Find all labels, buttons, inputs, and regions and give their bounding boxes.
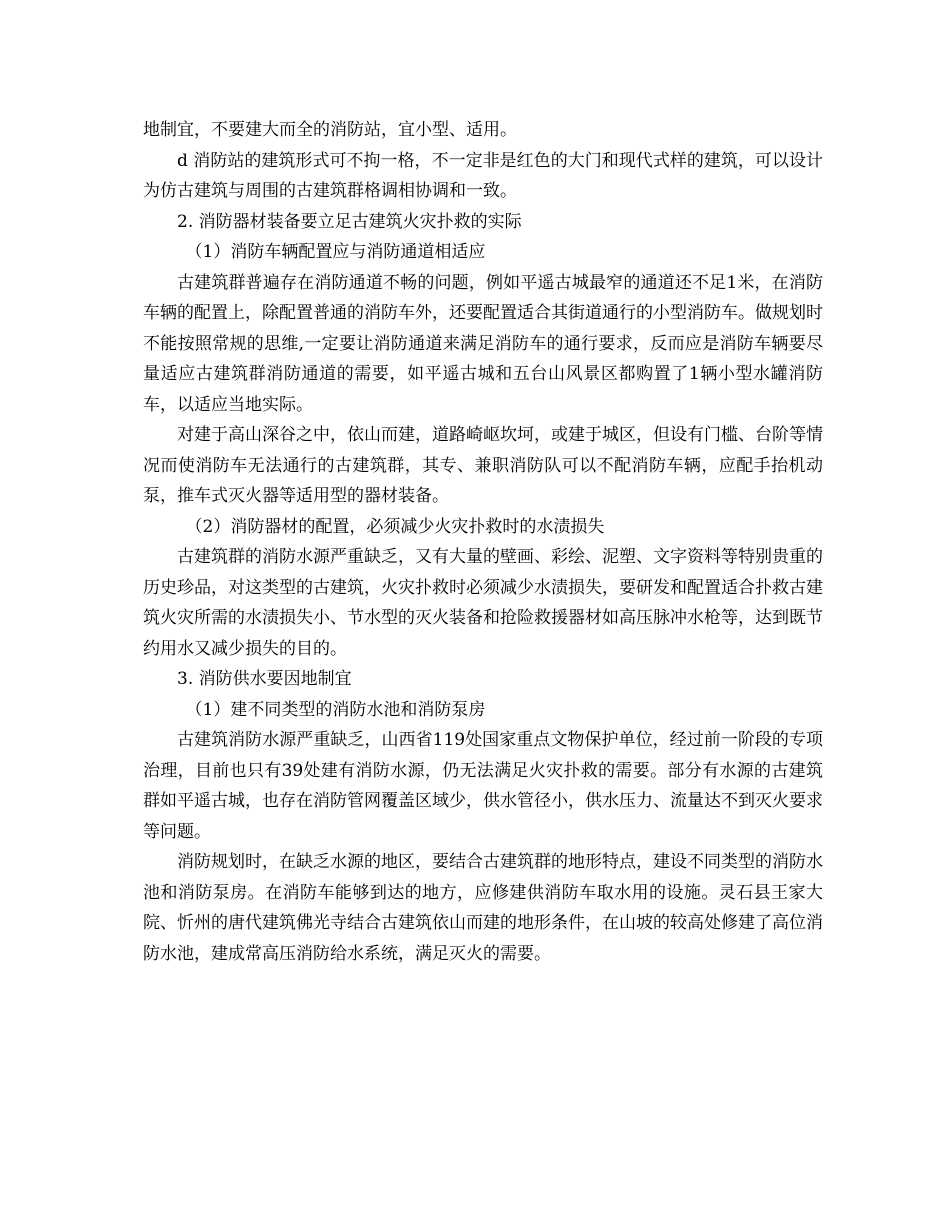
paragraph-water-damage: 古建筑群的消防水源严重缺乏，又有大量的壁画、彩绘、泥塑、文字资料等特别贵重的历史珍品，对这类型的古建筑，火灾扑救时必须减少水渍损失，要研发和配置适合扑救古建筑火灾所需的水渍损失小、节水型的灭火装备和抢险救援器材如高压脉冲水枪等，达到既节约用水又减少损失的目的。 [143,547,823,659]
subheading-2-2: （2）消防器材的配置，必须减少火灾扑救时的水渍损失 [185,516,605,537]
paragraph-planning: 消防规划时，在缺乏水源的地区，要结合古建筑群的地形特点，建设不同类型的消防水池和消防泵房。在消防车能够到达的地方，应修建供消防车取水用的设施。灵石县王家大院、忻州的唐代建筑佛光寺结合古建筑依山而建的地形条件，在山坡的较高处修建了高位消防水池，建成常高压消防给水系统，满足灭火的需要。 [143,852,823,964]
paragraph-water-sources: 古建筑消防水源严重缺乏，山西省119处国家重点文物保护单位，经过前一阶段的专项治理，目前也只有39处建有消防水源，仍无法满足火灾扑救的需要。部分有水源的古建筑群如平遥古城，也存在消防管网覆盖区域少，供水管径小，供水压力、流量达不到灭火要求等问题。 [143,730,823,842]
body-text [143,115,823,969]
section-heading-3: 3. 消防供水要因地制宜 [177,669,352,689]
subheading-2-1: （1）消防车辆配置应与消防通道相适应 [185,242,486,262]
section-heading-2: 2. 消防器材装备要立足古建筑火灾扑救的实际 [177,211,522,232]
paragraph-continuation: 地制宜，不要建大而全的消防站，宜小型、适用。 [143,120,517,140]
subheading-3-1: （1）建不同类型的消防水池和消防泵房 [185,699,486,720]
paragraph-narrow-passages: 古建筑群普遍存在消防通道不畅的问题，例如平遥古城最窄的通道还不足1米，在消防车辆的配置上，除配置普通的消防车外，还要配置适合其街道通行的小型消防车。做规划时不能按照常规的思维,一定要让消防通道来满足消防车的通行要求，反而应是消防车辆要尽量适应古建筑群消防通道的需要，如平遥古城和五台山风景区都购置了1辆小型水罐消防车，以适应当地实际。 [143,272,823,415]
paragraph-item-d: d 消防站的建筑形式可不拘一格，不一定非是红色的大门和现代式样的建筑，可以设计为仿古建筑与周围的古建筑群格调相协调和一致。 [143,150,823,201]
paragraph-mountain-buildings: 对建于高山深谷之中，依山而建，道路崎岖坎坷，或建于城区，但设有门槛、台阶等情况而使消防车无法通行的古建筑群，其专、兼职消防队可以不配消防车辆，应配手抬机动泵，推车式灭火器等适用型的器材装备。 [143,425,823,506]
